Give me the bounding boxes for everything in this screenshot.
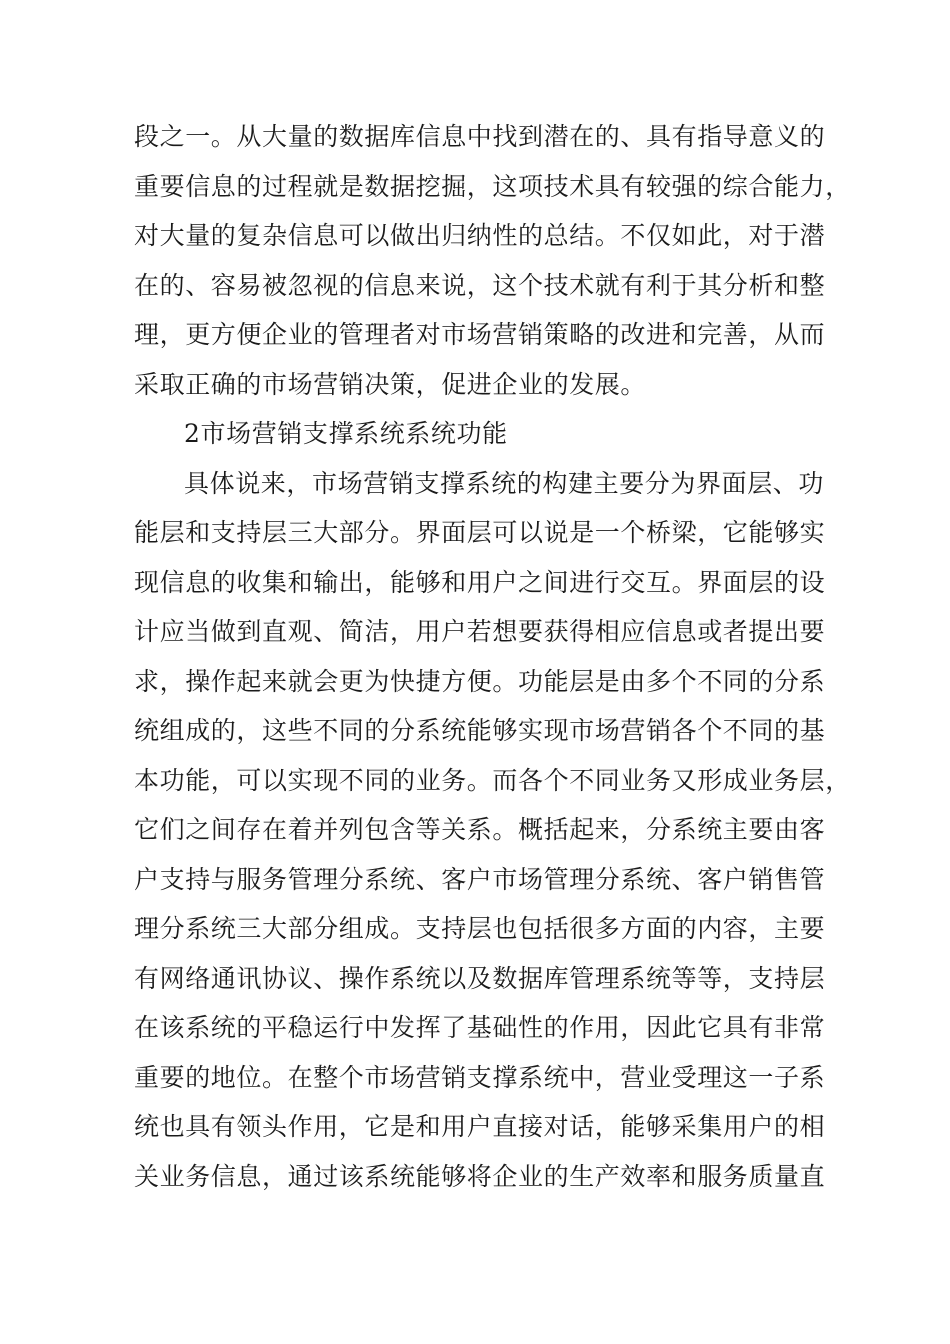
text-line: 户支持与服务管理分系统、客户市场管理分系统、客户销售管 <box>134 864 826 894</box>
text-line: 理，更方便企业的管理者对市场营销策略的改进和完善，从而 <box>134 320 826 349</box>
text-line: 统也具有领头作用，它是和用户直接对话，能够采集用户的相 <box>134 1112 826 1141</box>
body-text <box>134 112 851 1201</box>
text-line: 计应当做到直观、简洁，用户若想要获得相应信息或者提出要 <box>134 617 826 646</box>
text-line: 在该系统的平稳运行中发挥了基础性的作用，因此它具有非常 <box>134 1013 826 1042</box>
text-line: 对大量的复杂信息可以做出归纳性的总结。不仅如此，对于潜 <box>134 221 826 250</box>
text-line: 统组成的，这些不同的分系统能够实现市场营销各个不同的基 <box>134 716 826 745</box>
text-line: 理分系统三大部分组成。支持层也包括很多方面的内容，主要 <box>134 914 826 943</box>
text-line: 求，操作起来就会更为快捷方便。功能层是由多个不同的分系 <box>134 666 826 696</box>
text-line: 采取正确的市场营销决策，促进企业的发展。 <box>134 369 647 399</box>
text-line: 关业务信息，通过该系统能够将企业的生产效率和服务质量直 <box>134 1161 826 1191</box>
text-line: 它们之间存在着并列包含等关系。概括起来，分系统主要由客 <box>134 815 826 844</box>
text-line: 在的、容易被忽视的信息来说，这个技术就有利于其分析和整 <box>134 270 826 300</box>
text-line: 重要信息的过程就是数据挖掘，这项技术具有较强的综合能力， <box>134 171 851 201</box>
text-line: 重要的地位。在整个市场营销支撑系统中，营业受理这一子系 <box>134 1062 826 1092</box>
text-line: 现信息的收集和输出，能够和用户之间进行交互。界面层的设 <box>134 567 826 597</box>
text-line: 有网络通讯协议、操作系统以及数据库管理系统等等，支持层 <box>134 963 826 993</box>
paragraph-first-line: 具体说来，市场营销支撑系统的构建主要分为界面层、功 <box>184 468 825 498</box>
text-line: 本功能，可以实现不同的业务。而各个不同业务又形成业务层， <box>134 765 851 795</box>
text-line: 段之一。从大量的数据库信息中找到潜在的、具有指导意义的 <box>134 122 826 151</box>
paragraph-first-line: 2市场营销支撑系统系统功能 <box>184 419 508 448</box>
text-line: 能层和支持层三大部分。界面层可以说是一个桥梁，它能够实 <box>134 518 826 547</box>
